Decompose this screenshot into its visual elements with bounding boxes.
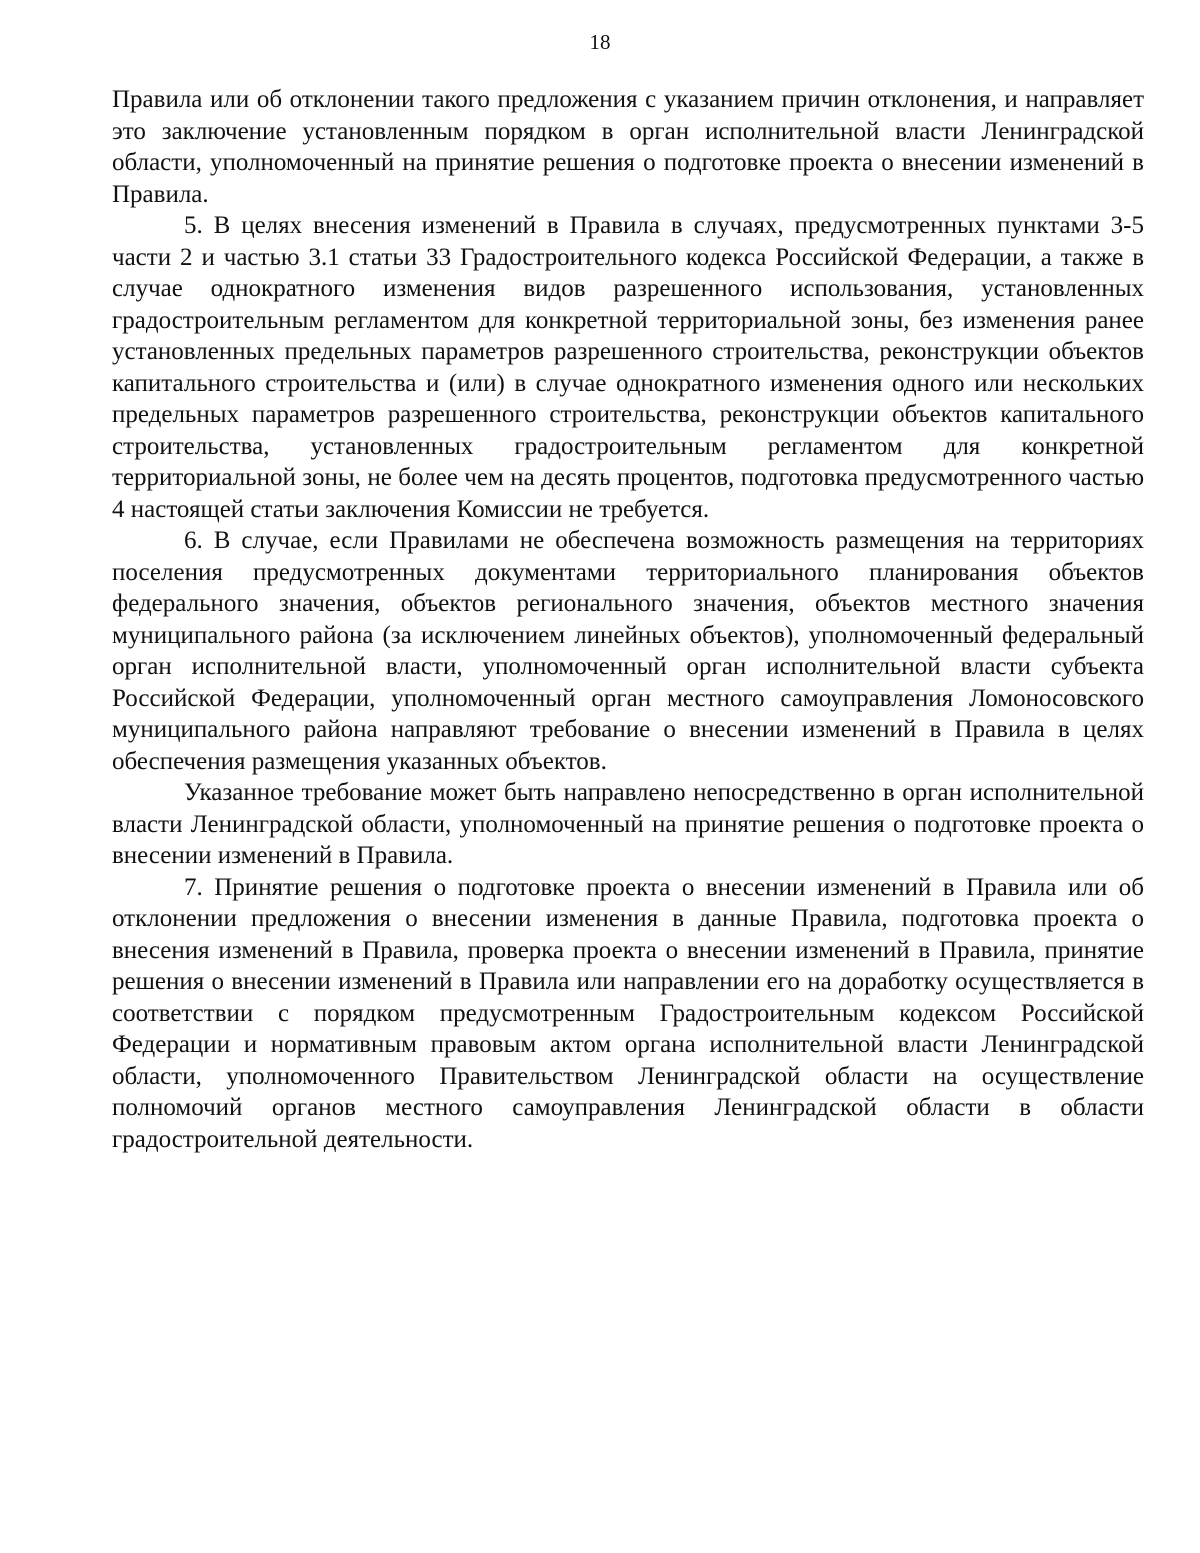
- paragraph-item-6-note: Указанное требование может быть направлено непосредственно в орган исполнительной власти Ленинградской области, уполномоченный на принятие решения о подготовке проекта о внесении изменений в Правила.: [112, 779, 1144, 869]
- paragraph-continuation: Правила или об отклонении такого предложения с указанием причин отклонения, и направляет это заключение установленным порядком в орган исполнительной власти Ленинградской области, уполномоченный на принятие решения о подготовке проекта о внесении изменений в Правила.: [112, 86, 1144, 208]
- paragraph-item-7: 7. Принятие решения о подготовке проекта о внесении изменений в Правила или об отклонении предложения о внесении изменения в данные Правила, подготовка проекта о внесения изменений в Правила, проверка проекта о внесении изменений в Правила, принятие решения о внесении изменений в Правила или направлении его на доработку осуществляется в соответствии с порядком предусмотренным Градостроительным кодексом Российской Федерации и нормативным правовым актом органа исполнительной власти Ленинградской области, уполномоченного Правительством Ленинградской области на осуществление полномочий органов местного самоуправления Ленинградской области в области градостроительной деятельности.: [112, 873, 1144, 1153]
- paragraph-item-5: 5. В целях внесения изменений в Правила в случаях, предусмотренных пунктами 3-5 части 2 и частью 3.1 статьи 33 Градостроительного кодекса Российской Федерации, а также в случае однократного изменения видов разрешенного использования, установленных градостроительным регламентом для конкретной территориальной зоны, без изменения ранее установленных предельных параметров разрешенного строительства, реконструкции объектов капитального строительства и (или) в случае однократного изменения одного или нескольких предельных параметров разрешенного строительства, реконструкции объектов капитального строительства, установленных градостроительным регламентом для конкретной территориальной зоны, не более чем на десять процентов, подготовка предусмотренного частью 4 настоящей статьи заключения Комиссии не требуется.: [112, 212, 1144, 523]
- paragraph-item-6: 6. В случае, если Правилами не обеспечена возможность размещения на территориях поселения предусмотренных документами территориального планирования объектов федерального значения, объектов регионального значения, объектов местного значения муниципального района (за исключением линейных объектов), уполномоченный федеральный орган исполнительной власти, уполномоченный орган исполнительной власти субъекта Российской Федерации, уполномоченный орган местного самоуправления Ломоносовского муниципального района направляют требование о внесении изменений в Правила в целях обеспечения размещения указанных объектов.: [112, 527, 1144, 775]
- document-body: [112, 84, 1144, 1155]
- page-number: 18: [589, 30, 611, 54]
